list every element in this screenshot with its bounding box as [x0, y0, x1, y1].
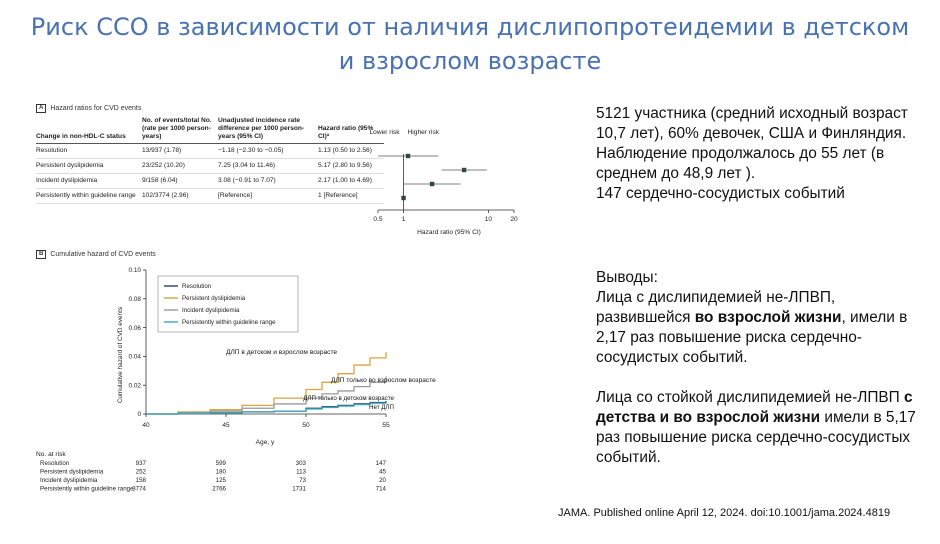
panel-b-label	[36, 250, 156, 259]
table-row	[36, 159, 384, 174]
risk-value: 3774	[132, 485, 146, 493]
conclusion-1-post: , имели в 2,17 раз повышение риска сердечно-сосудистых событий.	[596, 309, 908, 366]
row-status: Persistently within guideline range	[36, 189, 142, 204]
annotation-child: ДЛП только в детском возрасте	[303, 395, 394, 402]
slide-title	[0, 10, 940, 78]
annotation-both: ДЛП в детском и взрослом возрасте	[226, 349, 338, 356]
hazard-ratio-point	[430, 182, 434, 186]
summary-block	[596, 104, 926, 204]
risk-row-label: Persistently within guideline range	[40, 485, 134, 493]
risk-value: 1731	[292, 485, 306, 493]
cumulative-hazard-chart	[100, 262, 436, 452]
conclusion-1	[596, 288, 926, 368]
hazard-y-tick-label: 0.06	[128, 324, 141, 332]
hazard-y-axis-label: Cumulative hazard of CVD events	[117, 306, 124, 404]
conclusion-2-pre: Лица со стойкой дислипидемией не-ЛПВП	[596, 389, 905, 406]
risk-value: 714	[375, 485, 386, 493]
conclusions-block	[596, 268, 926, 468]
panel-a-title: Hazard ratios for CVD events	[50, 105, 142, 112]
forest-plot	[364, 120, 534, 238]
risk-value: 252	[135, 468, 146, 476]
legend-label: Persistent dyslipidemia	[182, 295, 246, 303]
conclusion-1-bold: во взрослой жизни	[694, 309, 842, 326]
col-diff: Unadjusted incidence rate difference per 1000 person-years (95% CI)	[218, 117, 318, 144]
hazard-y-tick-label: 0.10	[128, 267, 141, 275]
risk-row-label: Incident dyslipidemia	[40, 477, 98, 484]
row-hr: 1 [Reference]	[318, 189, 384, 204]
conclusions-heading: Выводы:	[596, 269, 658, 286]
col-events: No. of events/total No. (rate per 1000 person-years)	[142, 117, 218, 144]
risk-value: 180	[215, 468, 226, 476]
row-status: Incident dyslipidemia	[36, 174, 142, 189]
hazard-ratio-table	[36, 117, 384, 204]
risk-value: 147	[375, 460, 386, 467]
table-row	[36, 189, 384, 204]
hazard-x-tick-label: 55	[382, 422, 390, 429]
conclusion-2-post: имели в 5,17 раз повышение риска сердечно-сосудистых событий.	[596, 409, 916, 466]
risk-value: 158	[135, 477, 146, 484]
col-status: Change in non-HDL-C status	[36, 117, 142, 144]
row-events: 13/937 (1.78)	[142, 144, 218, 159]
forest-tick-label: 0.5	[373, 216, 383, 223]
hazard-x-tick-label: 40	[142, 422, 150, 429]
summary-line-1: 5121 участника (средний исходный возраст 10,7 лет), 60% девочек, США и Финляндия.	[596, 105, 908, 142]
risk-value: 113	[296, 468, 306, 476]
risk-value: 45	[379, 468, 386, 476]
col-hr: Hazard ratio (95% CI)ª	[318, 117, 384, 144]
row-status: Persistent dyslipidemia	[36, 159, 142, 174]
forest-axis-label: Hazard ratio (95% CI)	[417, 229, 481, 236]
row-status: Resolution	[36, 144, 142, 159]
risk-value: 125	[215, 477, 226, 484]
table-row	[36, 144, 384, 159]
risk-value: 20	[379, 477, 386, 484]
summary-line-2: Наблюдение продолжалось до 55 лет (в среднем до 48,9 лет ).	[596, 145, 885, 182]
hazard-x-axis-label: Age, y	[255, 439, 275, 446]
legend-label: Resolution	[182, 283, 212, 291]
forest-tick-label: 1	[401, 216, 406, 223]
table-row	[36, 174, 384, 189]
risk-header: No. at risk	[36, 451, 66, 458]
row-diff: [Reference]	[218, 189, 318, 204]
row-hr: 1.13 (0.50 to 2.56)	[318, 144, 384, 159]
risk-value: 599	[215, 460, 226, 467]
row-diff: 7.25 (3.04 to 11.46)	[218, 159, 318, 174]
hazard-y-tick-label: 0.02	[128, 382, 141, 390]
panel-b-letter: B	[36, 250, 46, 259]
summary-line-3: 147 сердечно-сосудистых событий	[596, 185, 845, 202]
panel-a-label	[36, 104, 141, 113]
row-events: 23/252 (10.20)	[142, 159, 218, 174]
hazard-x-tick-label: 45	[222, 422, 230, 429]
risk-row-label: Persistent dyslipidemia	[40, 468, 104, 476]
hazard-y-tick-label: 0.08	[128, 296, 141, 303]
conclusion-1-pre: Лица с дислипидемией не-ЛПВП, развившейся	[596, 289, 836, 326]
row-events: 102/3774 (2.96)	[142, 189, 218, 204]
risk-row-label: Resolution	[40, 460, 70, 467]
forest-lower-risk-label: Lower risk	[369, 129, 400, 136]
row-hr: 2.17 (1.00 to 4.69)	[318, 174, 384, 189]
annotation-adult: ДЛП только во взрослом возрасте	[331, 377, 436, 384]
hazard-y-tick-label: 0.04	[128, 353, 141, 361]
slide-title-line1: Риск ССО в зависимости от наличия дислипопротеидемии в детском	[30, 13, 910, 41]
conclusion-2	[596, 388, 926, 468]
risk-value: 2766	[212, 485, 226, 493]
hazard-x-tick-label: 50	[302, 422, 310, 429]
forest-higher-risk-label: Higher risk	[407, 129, 440, 136]
risk-value: 73	[299, 477, 306, 484]
slide-title-line2: и взрослом возрасте	[338, 47, 602, 75]
forest-tick-label: 10	[484, 216, 493, 223]
conclusion-2-bold: с детства и во взрослой жизни	[596, 389, 913, 426]
annotation-none: Нет ДЛП	[369, 404, 394, 411]
risk-value: 937	[135, 460, 146, 467]
hazard-y-tick-label: 0	[137, 411, 141, 419]
hazard-ratio-point	[462, 168, 466, 172]
hazard-legend	[158, 276, 298, 332]
row-hr: 5.17 (2.80 to 9.56)	[318, 159, 384, 174]
forest-tick-label: 20	[510, 216, 518, 223]
row-events: 9/158 (6.04)	[142, 174, 218, 189]
hazard-ratio-point	[406, 154, 410, 158]
row-diff: −1.18 (−2.30 to −0.05)	[218, 144, 318, 159]
risk-value: 303	[295, 460, 306, 467]
legend-label: Incident dyslipidemia	[182, 307, 240, 315]
panel-b-title: Cumulative hazard of CVD events	[50, 251, 156, 258]
legend-label: Persistently within guideline range	[182, 319, 276, 327]
panel-a-letter: A	[36, 104, 46, 113]
citation: JAMA. Published online April 12, 2024. doi:10.1001/jama.2024.4819	[558, 507, 891, 519]
row-diff: 3.08 (−0.91 to 7.07)	[218, 174, 318, 189]
number-at-risk-table	[36, 448, 406, 496]
